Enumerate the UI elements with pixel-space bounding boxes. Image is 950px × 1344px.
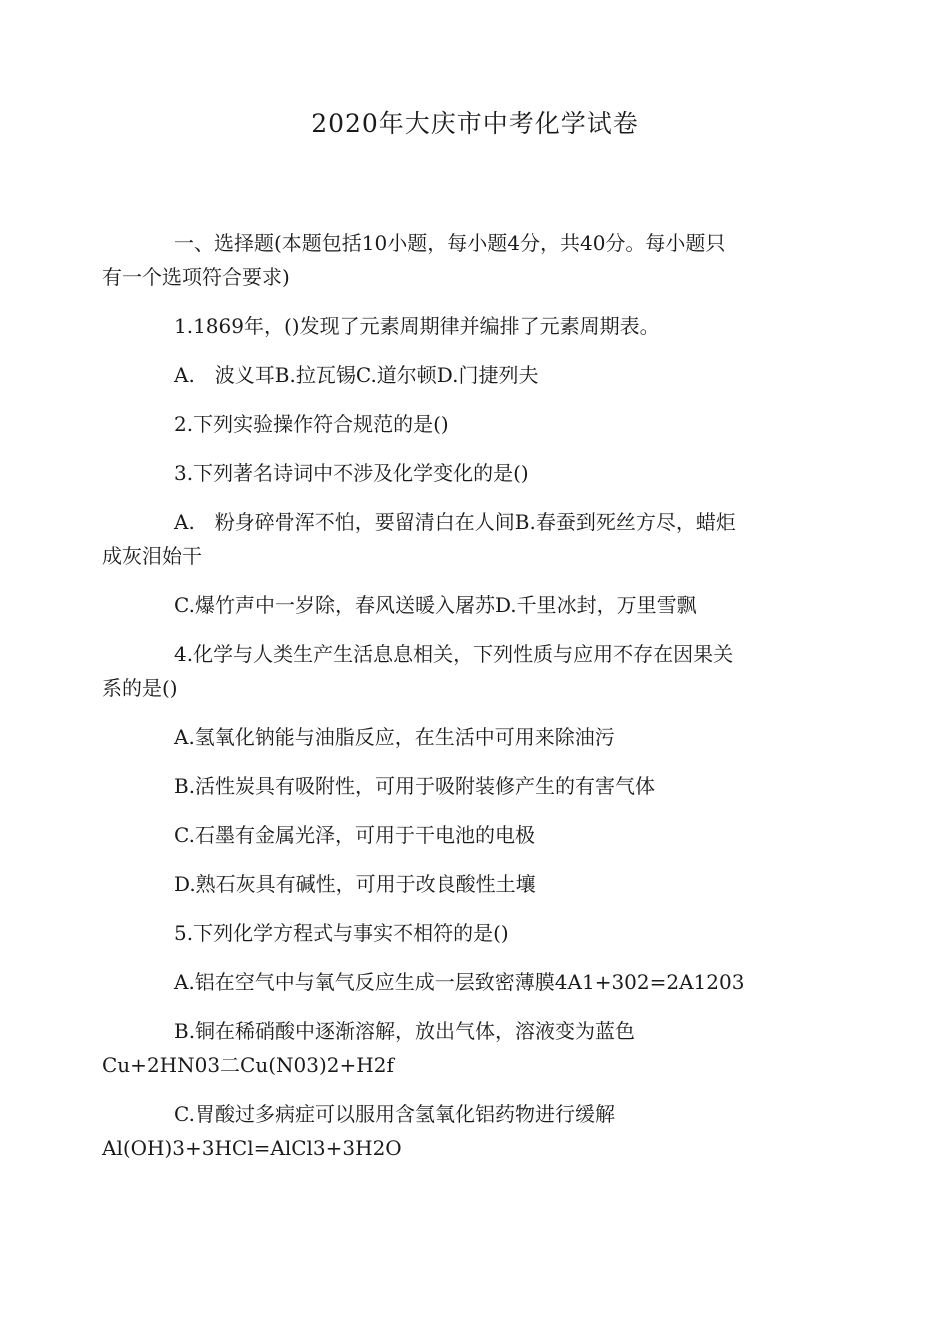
text-line: 一、选择题(本题包括10小题，每小题4分，共40分。每小题只 <box>174 231 726 255</box>
question-4-option-c <box>138 818 818 852</box>
text-line: C.石墨有金属光泽，可用于干电池的电极 <box>174 823 535 847</box>
page-title: 2020年大庆市中考化学试卷 <box>311 109 639 138</box>
text-line: A. 波义耳B.拉瓦锡C.道尔顿D.门捷列夫 <box>174 363 539 387</box>
question-4-option-a <box>138 720 818 754</box>
text-line: D.熟石灰具有碱性，可用于改良酸性土壤 <box>174 872 536 896</box>
text-line: 1.1869年，()发现了元素周期律并编排了元素周期表。 <box>174 314 660 338</box>
text-line: C.爆竹声中一岁除，春风送暖入屠苏D.千里冰封，万里雪飘 <box>174 593 697 617</box>
text-line: A.氢氧化钠能与油脂反应，在生活中可用来除油污 <box>174 725 615 749</box>
text-line: 5.下列化学方程式与事实不相符的是() <box>174 921 509 945</box>
text-line: 系的是() <box>102 676 178 700</box>
text-line: A.铝在空气中与氧气反应生成一层致密薄膜4A1+302=2A1203 <box>174 970 745 994</box>
text-line: C.胃酸过多病症可以服用含氢氧化铝药物进行缓解 <box>174 1102 615 1126</box>
question-1-options <box>138 358 818 392</box>
question-5-option-c <box>102 1097 818 1165</box>
document-body <box>102 226 818 1180</box>
text-line: A. 粉身碎骨浑不怕，要留清白在人间B.春蚕到死丝方尽，蜡炬 <box>174 510 736 534</box>
question-1 <box>138 309 818 343</box>
text-line: B.活性炭具有吸附性，可用于吸附装修产生的有害气体 <box>174 774 656 798</box>
question-4-option-b <box>138 769 818 803</box>
question-3 <box>138 456 818 490</box>
text-line: 成灰泪始干 <box>102 544 202 568</box>
text-line: Cu+2HN03二Cu(N03)2+H2f <box>102 1053 394 1077</box>
text-line: 有一个选项符合要求) <box>102 265 290 289</box>
section-heading <box>102 226 818 294</box>
question-2 <box>138 407 818 441</box>
question-3-options-ab <box>102 505 818 573</box>
text-line: 2.下列实验操作符合规范的是() <box>174 412 449 436</box>
question-5-option-a <box>138 965 818 999</box>
text-line: 4.化学与人类生产生活息息相关，下列性质与应用不存在因果关 <box>174 642 734 666</box>
question-4-option-d <box>138 867 818 901</box>
text-line: B.铜在稀硝酸中逐渐溶解，放出气体，溶液变为蓝色 <box>174 1019 636 1043</box>
question-4 <box>102 637 818 705</box>
text-line: 3.下列著名诗词中不涉及化学变化的是() <box>174 461 529 485</box>
question-5 <box>138 916 818 950</box>
question-5-option-b <box>102 1014 818 1082</box>
question-3-options-cd <box>138 588 818 622</box>
text-line: Al(OH)3+3HCl=AlCl3+3H2O <box>102 1136 402 1160</box>
